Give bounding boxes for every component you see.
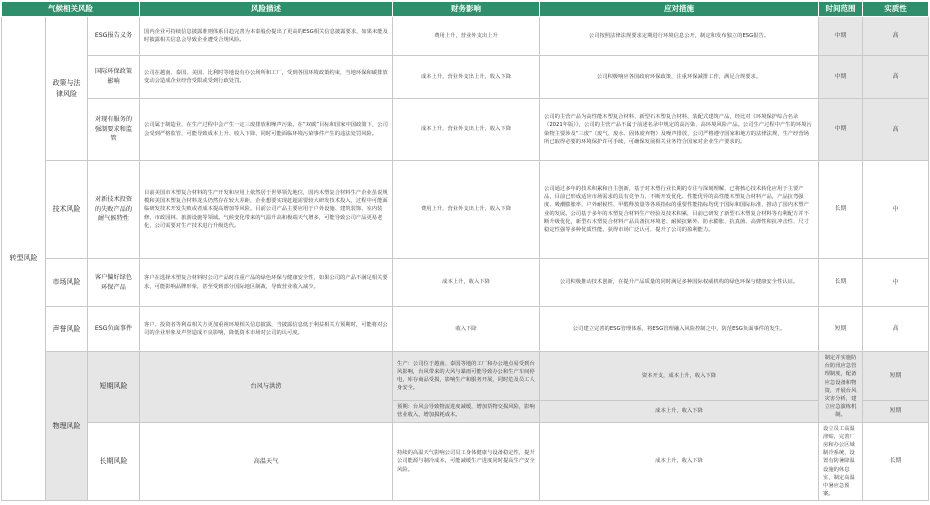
response-measure: 公司按照法律法规要求定期进行环境信息公开，制定和发布独立的ESG报告。 — [540, 17, 819, 56]
response-measure: 公司通过多年的技术积累和自主创新，基于对木塑行业长期的专注与深刻理解，已将核心技术转化应用于主要产品，目前已形成适应市场需求的具有竞争力、不断开发优化、性能优异的高性能木塑复合材料产品，产品抗弯强度、吸潮膨胀率、户外耐候性、甲醛释放量等各项指标的重要性能指标均优于国际和国际标准，推动了国内木塑产业的发展。公司基于多年的木塑复合材料生产经验及技术积累，目前已研发了新型石木塑复合材料等有利配方并不断升级优化，新型石木塑复合材料产品具备抗环境老、耐候抗紫外、防水膨胀、抗真菌、高弹性和抗冲击性、尺寸稳定性强等多种优质性能，获得市场广泛认可，提升了公司的盈利能力。 — [540, 161, 819, 259]
response-measure: 制定并实施防台防汛应急管理制度，配备应急设备和物资，开展台风灾害分析，建立应急演练机制。 — [819, 352, 863, 423]
table-row — [2, 99, 929, 161]
time-horizon: 长期 — [819, 259, 863, 307]
subcategory-tech: 技术风险 — [46, 161, 88, 259]
materiality: 高 — [863, 99, 929, 161]
risk-description: 预期：台风会导致物流进度减缓，增加货物交损风险，影响营业收入，增加损耗成本。 — [393, 401, 540, 422]
header-financial-impact: 财务影响 — [393, 2, 540, 17]
time-horizon: 短期 — [863, 401, 929, 422]
financial-impact: 成本上升，收入下降 — [393, 259, 540, 307]
risk-name: 台风与洪涝 — [140, 352, 393, 423]
risk-name: 对现有服务的强制要求和监管 — [88, 99, 140, 161]
table-row — [2, 352, 929, 401]
response-measure: 公司积极响应各国政府环保政策，注重环保减排工作，满足合规要求。 — [540, 56, 819, 99]
financial-impact: 费用上升，营业外支出上升，收入下降 — [393, 161, 540, 259]
subcategory-chronic: 长期风险 — [88, 422, 140, 501]
time-horizon: 长期 — [863, 422, 929, 501]
header-description: 风险描述 — [140, 2, 393, 17]
subcategory-acute: 短期风险 — [88, 352, 140, 423]
risk-description: 客户、投资者等利益相关方更加重视环境相关信息披露，当披露信息低于利益相关方预期时，可能将对公司的企业形象及声誉造成不良影响，降低资本市场对公司的认可度。 — [140, 307, 393, 352]
category-transition: 转型风险 — [2, 17, 46, 501]
financial-impact: 收入下降 — [393, 307, 540, 352]
header-time-horizon: 时间范围 — [819, 2, 863, 17]
table-row — [2, 259, 929, 307]
risk-name: ESG报告义务 — [88, 17, 140, 56]
materiality: 高 — [863, 56, 929, 99]
time-horizon: 中期 — [819, 99, 863, 161]
financial-impact: 成本上升，收入下降 — [540, 401, 819, 422]
table-header-row — [2, 2, 929, 17]
risk-name: 国际环保政策影响 — [88, 56, 140, 99]
risk-description: 国内企业可持续信息披露准则体系目趋完善为本泰股份提出了更高的ESG相关信息披露要求，如果未能及时披露相关信息会导致企业遭受合规风险。 — [140, 17, 393, 56]
financial-impact: 成本上升，营业外支出上升，收入下降 — [393, 99, 540, 161]
risk-name: 对新技术投资的失败产品的耐气候特性 — [88, 161, 140, 259]
subcategory-market: 市场风险 — [46, 259, 88, 307]
risk-description: 持续的高温天气影响公司员工身体健康与设备稳定性，提升公司能源与制冷成本，可能减缓生产进度同时提高生产安全风险。 — [393, 422, 540, 501]
risk-description: 生产：公司位于越南、泰国等地的工厂和办公地点易受到台风影响，台风带来的大风与暴雨可能导致办公和生产车间停电，库存商品受损，影响生产和服务开展，同时危及员工人身安全。 — [393, 352, 540, 401]
risk-description: 客户在选择木塑复合材料时公司产品时注重产品的绿色环保与健康安全性，如果公司的产品不满足相关要求，可能影响品牌形象，甚至受到部分国际地区制裁，导致营业收入减少。 — [140, 259, 393, 307]
climate-risk-table — [1, 1, 929, 501]
table-row — [2, 307, 929, 352]
response-measure: 公司积极推动技术创新，在提升产品质量的同时满足多种国际权威机构的绿色环保与健康安全性认证。 — [540, 259, 819, 307]
time-horizon: 中期 — [819, 56, 863, 99]
time-horizon: 短期 — [819, 307, 863, 352]
header-risk: 气候相关风险 — [2, 2, 140, 17]
materiality: 高 — [863, 307, 929, 352]
risk-name: 高温天气 — [140, 422, 393, 501]
time-horizon: 中期 — [819, 17, 863, 56]
financial-impact: 资本开支，成本上升，收入下降 — [540, 352, 819, 401]
risk-description: 公司在越南、泰国、美国、比利时等地设有办公场所和工厂，受到各国环境政策约束，当地环保和碳排放变动会造成企业经营受限或受到行政处罚。 — [140, 56, 393, 99]
risk-name: 客户偏好绿色环保产品 — [88, 259, 140, 307]
response-measure: 公司建立完善的ESG管理体系，将ESG管理融入风险控制之中，防范ESG负面事件的发生。 — [540, 307, 819, 352]
risk-description: 公司属于制造业，在生产过程中会产生一定三废排放和噪声污染。在“双碳”目标和国家中国政策下，公司会受到严格监管，可能导致成本上升、收入下降，同时可能面临环境污染事件产生的违法处罚风险。 — [140, 99, 393, 161]
time-horizon: 长期 — [819, 161, 863, 259]
financial-impact: 成本上升，收入下降 — [540, 422, 819, 501]
time-horizon: 短期 — [863, 352, 929, 401]
response-measure: 设立员工高温津贴，完善厂房和办公区域制冷系统，设置有防暑降温设施的休息室，制定高温中暑应急预案。 — [819, 422, 863, 501]
financial-impact: 成本上升，营业外支出上升，收入下降 — [393, 56, 540, 99]
table-row — [2, 56, 929, 99]
response-measure: 公司的主营产品为高性能木塑复合材料、新型石木塑复合材料、装配式建筑产品，经比对《环境保护综合名录（2021年版）》，公司的主营产品不属于前述名录中规定的高污染、高环境风险产品。公司生产过程中产生的环境污染物主要涉及“三废”（废气、废水、固体废弃物）及噪声排放，公司严格遵守国家和地方的法律法规，生产经营场所已取得必要的环境保护许可手续，可确保发展相关业务符合国家对企业生产要求的。 — [540, 99, 819, 161]
header-materiality: 实质性 — [863, 2, 929, 17]
financial-impact: 费用上升，营业外支出上升 — [393, 17, 540, 56]
risk-description: 目前美国市木塑复合材料的生产开发和应用上依然居于世界领先地位，国内木塑复合材料生产企业虽说规模和美国木塑复合材料龙头仍然存在较大差距，企业想要实现赶超需要较大研发技术投入，过程中可能面临研发技术开发失败或者成本提高增加等风险。目前公司产品主要应用于户外设施、建筑装饰、室内装修、市政园林、旅游设施等领域。气候变化带来的气温升高和极端天气增多，可能导致公司产品更易老化，公司需要对生产技术进行升级迭代。 — [140, 161, 393, 259]
category-physical: 物理风险 — [46, 352, 88, 501]
risk-name: ESG负面事件 — [88, 307, 140, 352]
table-row — [2, 161, 929, 259]
materiality: 中 — [863, 161, 929, 259]
subcategory-reputation: 声誉风险 — [46, 307, 88, 352]
materiality: 中 — [863, 259, 929, 307]
table-row — [2, 17, 929, 56]
materiality: 高 — [863, 17, 929, 56]
subcategory-policy: 政策与法律风险 — [46, 17, 88, 161]
table-row — [2, 422, 929, 501]
header-measures: 应对措施 — [540, 2, 819, 17]
